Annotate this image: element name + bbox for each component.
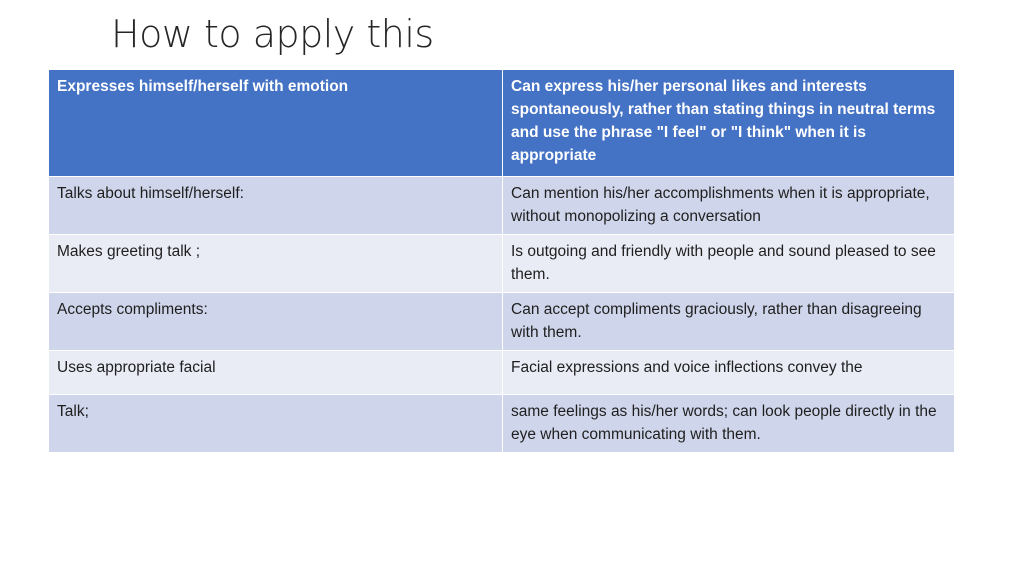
table-cell-behavior: Talk;	[49, 395, 503, 453]
table-cell-description: Can accept compliments graciously, rather than disagreeing with them.	[503, 293, 955, 351]
table-cell-description: same feelings as his/her words; can look people directly in the eye when communicating with them.	[503, 395, 955, 453]
table-cell-behavior: Uses appropriate facial	[49, 351, 503, 395]
table-cell-description: Is outgoing and friendly with people and sound pleased to see them.	[503, 235, 955, 293]
table-cell-description: Can mention his/her accomplishments when it is appropriate, without monopolizing a conversation	[503, 177, 955, 235]
table-header-right-cell: Can express his/her personal likes and interests spontaneously, rather than stating things in neutral terms and use the phrase "I feel" or "I think" when it is appropriate	[503, 70, 955, 177]
table-row	[49, 177, 955, 235]
table-cell-behavior: Accepts compliments:	[49, 293, 503, 351]
skills-table	[48, 69, 955, 453]
table-cell-behavior: Talks about himself/herself:	[49, 177, 503, 235]
table-row	[49, 235, 955, 293]
table-cell-behavior: Makes greeting talk ;	[49, 235, 503, 293]
table-header-row	[49, 70, 955, 177]
table-header-left-cell: Expresses himself/herself with emotion	[49, 70, 503, 177]
table-row	[49, 293, 955, 351]
slide-title: How to apply this	[111, 12, 434, 56]
table-row	[49, 351, 955, 395]
table-row	[49, 395, 955, 453]
table-cell-description: Facial expressions and voice inflections convey the	[503, 351, 955, 395]
